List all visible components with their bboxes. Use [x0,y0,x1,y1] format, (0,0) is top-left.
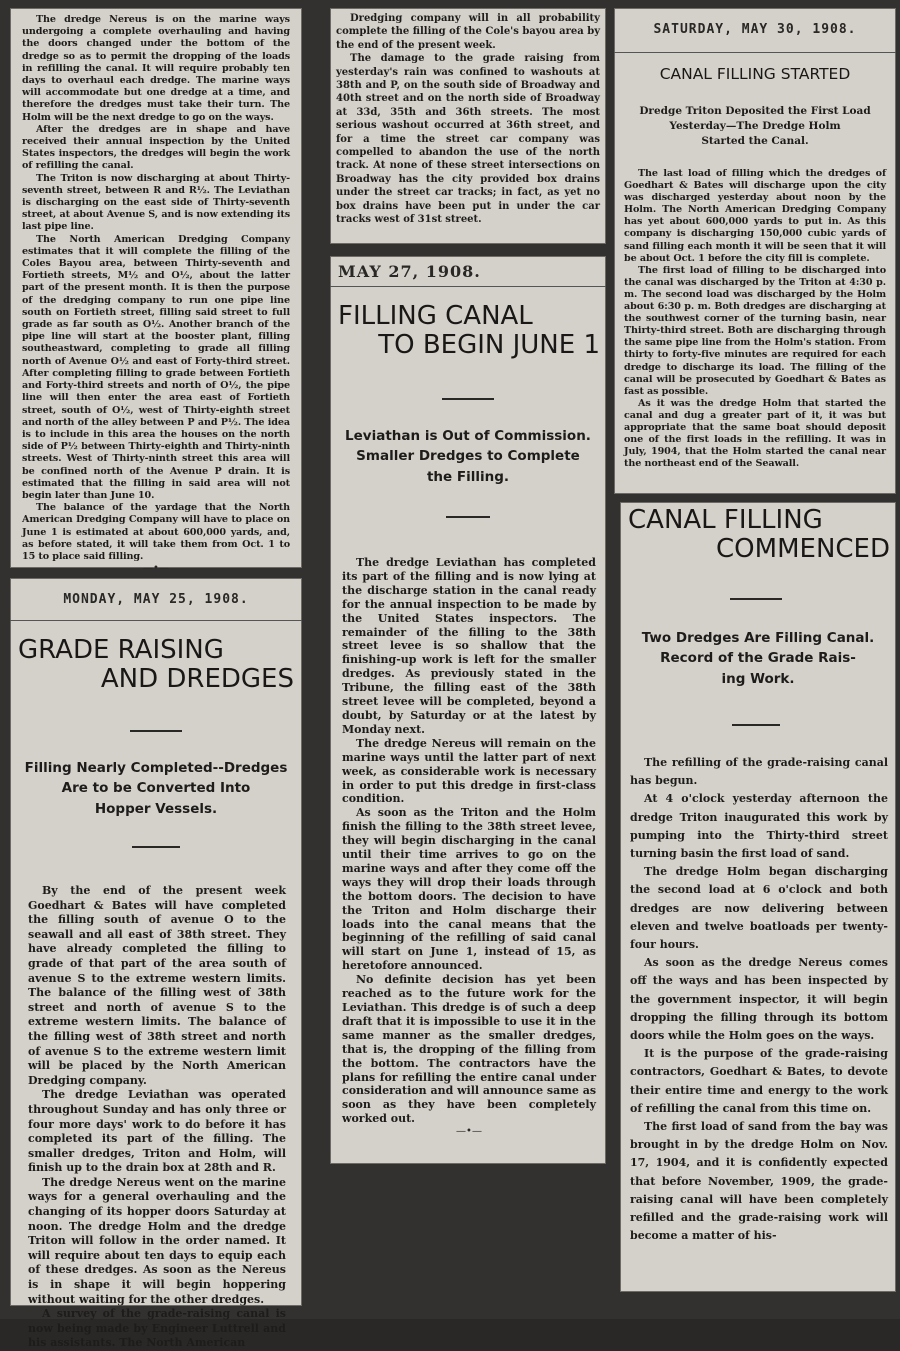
paragraph: The dredge Nereus will remain on the marine ways until the latter part of next week, as considerable work is necessary in order to put this dredge in first-class condition. [342,736,596,806]
deck [620,104,890,150]
headline [18,636,294,694]
end-mark-icon: —•— [456,1126,482,1138]
deck-line: Yesterday—The Dredge Holm [669,120,841,133]
deck [624,628,892,689]
headline-line: COMMENCED [716,534,890,565]
divider [442,398,494,400]
headline-line: CANAL FILLING [628,505,823,535]
paragraph: The North American Dredging Company estimates that it will complete the filling of the Coles Bayou area, between Thirty-seventh and Fortieth streets, M½ and O½, about the latter part of the present month. It is then the purpose of the dredging company to run one pipe line south on Fortieth street, filling said street to full grade as far south as O½. Another branch of the pipe line will start at the booster plant, filling southeastward, completing to grade all filling north of Avenue O½ and east of Forty-third street. After completing filling to grade between Fortieth and Forty-third streets and north of O½, the pipe line will then enter the area east of Fortieth street, south of O½, west of Thirty-eighth street and north of the alley between P and P½. The idea is to include in this area the houses on the north side of P½ between Thirty-eighth and Thirty-ninth streets. West of Thirty-ninth street this area will be confined north of the Avenue P drain. It is estimated that the filling in said area will not begin later than June 10. [22,233,290,501]
clipping-broadway-washouts [330,8,606,244]
clipping-body [624,168,886,470]
paragraph: After the dredges are in shape and have received their annual inspection by the United States inspectors, the dredges will begin the work of refilling the canal. [22,123,290,172]
deck-line: Dredge Triton Deposited the First Load [639,105,871,117]
headline [338,302,600,360]
paragraph: The last load of filling which the dredges of Goedhart & Bates will discharge upon the city was discharged yesterday about noon by the Holm. The North American Dredging Company has yet about 600,000 yards to put in. As this company is discharging 150,000 cubic yards of sand filling each month it will be seen that it will be about Oct. 1 before the city fill is complete. [624,168,886,264]
headline [628,506,890,564]
headline-line: TO BEGIN JUNE 1 [378,330,600,361]
clipping-grade-raising [10,578,302,1350]
paragraph: The first load of sand from the bay was brought in by the dredge Holm on Nov. 17, 1904, and it is confidently expected that before November, 1909, the grade-raising canal will have been completely refilled and the grade-raising work will become a matter of his- [630,1120,888,1243]
clipping-canal-filling-commenced [620,502,896,1292]
deck-line: Record of the Grade Rais- [660,650,856,667]
headline-line: AND DREDGES [100,664,294,695]
deck-line: Started the Canal. [701,135,809,148]
deck-line: Smaller Dredges to Complete [356,448,580,465]
paragraph: The dredge Leviathan has completed its part of the filling and is now lying at the discharge station in the canal ready for the annual inspection to be made by the United States inspectors. The remainder of the filling to the 38th street levee is so shallow that the finishing-up work is left for the smaller dredges. As previously stated in the Tribune, the filling east of the 38th street levee will be completed, beyond a doubt, by Saturday or at the latest by Monday next. [342,556,596,736]
paragraph: A survey of the grade-raising canal is now being made by Engineer Luttrell and his assistants. The North American [28,1307,286,1350]
clipping-body [28,884,286,1351]
deck-line: Leviathan is Out of Commission. [345,428,591,444]
divider [446,516,490,518]
paragraph: The dredge Nereus is on the marine ways undergoing a complete overhauling and having the doors changed under the bottom of the dredge so as to permit the dropping of the loads in refilling the canal. It will require probably ten days to overhaul each dredge. The marine ways will accommodate but one dredge at a time, and therefore the dredges must take their turn. The Holm will be the next dredge to go on the ways. [22,14,290,123]
paragraph: The dredge Leviathan was operated throughout Sunday and has only three or four more days' work to do before it has completed its part of the filling. The smaller dredges, Triton and Holm, will finish up to the drain box at 28th and R. [28,1088,286,1175]
end-mark-icon: —•— [143,563,169,575]
paragraph: Dredging company will in all probability complete the filling of the Cole's bayou area by the end of the present week. [336,13,600,51]
paragraph: The damage to the grade raising from yesterday's rain was confined to washouts at 38th and P, on the south side of Broadway and 40th street and on the north side of Broadway at 33d, 35th and 36th streets. The most serious washout occurred at 36th street, and for a time the street car company was compelled to abandon the use of the north track. At none of these street intersections on Broadway has the city provided box drains under the street car tracks; in fact, as yet no box drains have been put in under the car tracks west of 31st street. [336,53,600,226]
paragraph: It is the purpose of the grade-raising contractors, Goedhart & Bates, to devote their entire time and energy to the work of refilling the canal from this time on. [630,1047,888,1115]
deck [16,758,296,819]
dateline: MONDAY, MAY 25, 1908. [63,592,249,607]
deck-line: Filling Nearly Completed--Dredges [24,760,288,776]
paragraph: At 4 o'clock yesterday afternoon the dredge Triton inaugurated this work by pumping into the Thirty-third street turning basin the first load of sand. [630,792,888,861]
deck-line: the Filling. [426,468,510,485]
deck-line: ing Work. [721,670,795,687]
deck-line: Two Dredges Are Filling Canal. [641,630,875,646]
dateline: MAY 27, 1908. [338,262,481,281]
paragraph: The refilling of the grade-raising canal has begun. [630,756,888,788]
divider [730,598,782,600]
deck [334,426,602,487]
divider [330,286,606,287]
paragraph: The balance of the yardage that the North American Dredging Company will have to place on June 1 is estimated at about 600,000 yards, and, as before stated, it will take them from Oct. 1 to 15 to place said filling. [22,502,290,562]
clipping-nereus-overhaul [10,8,302,575]
clipping-body [342,556,596,1137]
paragraph: As it was the dredge Holm that started the canal and dug a greater part of it, it was but appropriate that the same boat should deposit one of the first loads in the refilling. It was in July, 1904, that the Holm started the canal near the northeast end of the Seawall. [624,397,886,470]
divider [10,620,302,621]
headline-line: GRADE RAISING [18,635,224,665]
paragraph: The first load of filling to be discharged into the canal was discharged by the Triton at 4:30 p. m. The second load was discharged by the Holm about 6:30 p. m. Both dredges are discharging at the southwest corner of the turning basin, near Thirty-third street. Both are discharging through the same pipe line from the Holm's station. From thirty to forty-five minutes are required for each dredge to discharge its load. The filling of the canal will be prosecuted by Goedhart & Bates as fast as possible. [624,264,886,397]
deck-line: Are to be Converted Into [61,780,251,797]
clipping-body [336,12,600,227]
paragraph: By the end of the present week Goedhart & Bates will have completed the filling south of avenue O to the seawall and all east of 38th street. They have already completed the filling to grade of that part of the area south of avenue S to the extreme western limits. The balance of the filling west of 38th street and north of avenue S to the extreme western limits. The balance of the filling west of 38th street and north of avenue S to the extreme western limit will be placed by the North American Dredging company. [28,884,286,1087]
headline: CANAL FILLING STARTED [659,65,851,83]
clipping-filling-canal-june [330,256,606,1164]
divider [732,724,780,726]
paragraph: The dredge Holm began discharging the second load at 6 o'clock and both dredges are now delivering between eleven and twelve boatloads per twenty-four hours. [630,865,888,952]
paragraph: No definite decision has yet been reached as to the future work for the Leviathan. This dredge is of such a deep draft that it is impossible to use it in the same manner as the smaller dredges, that is, the dropping of the filling from the bottom. The contractors have the plans for refilling the entire canal under consideration and will announce same as soon as they have been completely worked out. [342,973,597,1126]
headline-line: FILLING CANAL [338,301,533,331]
paragraph: The dredge Nereus went on the marine ways for a general overhauling and the changing of its hopper doors Saturday at noon. The dredge Holm and the dredge Triton will follow in the order named. It will require about ten days to equip each of these dredges. As soon as the Nereus is in shape it will begin hoppering without waiting for the other dredges. [28,1175,286,1306]
deck-line: Hopper Vessels. [94,800,218,817]
paragraph: The Triton is now discharging at about Thirty-seventh street, between R and R½. The Leviathan is discharging on the east side of Thirty-seventh street, at about Avenue S, and is now extending its last pipe line. [22,172,290,233]
clipping-body [630,754,888,1245]
clipping-canal-filling-started [614,8,896,494]
divider [130,730,182,732]
divider [614,52,896,53]
clipping-body [22,14,290,574]
paragraph: As soon as the dredge Nereus comes off the ways and has been inspected by the government inspector, it will begin dropping the filling through its bottom doors while the Holm goes on the ways. [630,956,888,1043]
dateline: SATURDAY, MAY 30, 1908. [653,22,857,37]
paragraph: As soon as the Triton and the Holm finish the filling to the 38th street levee, they will begin discharging in the canal until their time arrives to go on the marine ways and after they come off the ways they will drop their loads through the bottom doors. The decision to have the Triton and Holm discharge their loads into the canal means that the beginning of the refilling of said canal will start on June 1, instead of 15, as heretofore announced. [342,806,596,973]
divider [132,846,180,848]
